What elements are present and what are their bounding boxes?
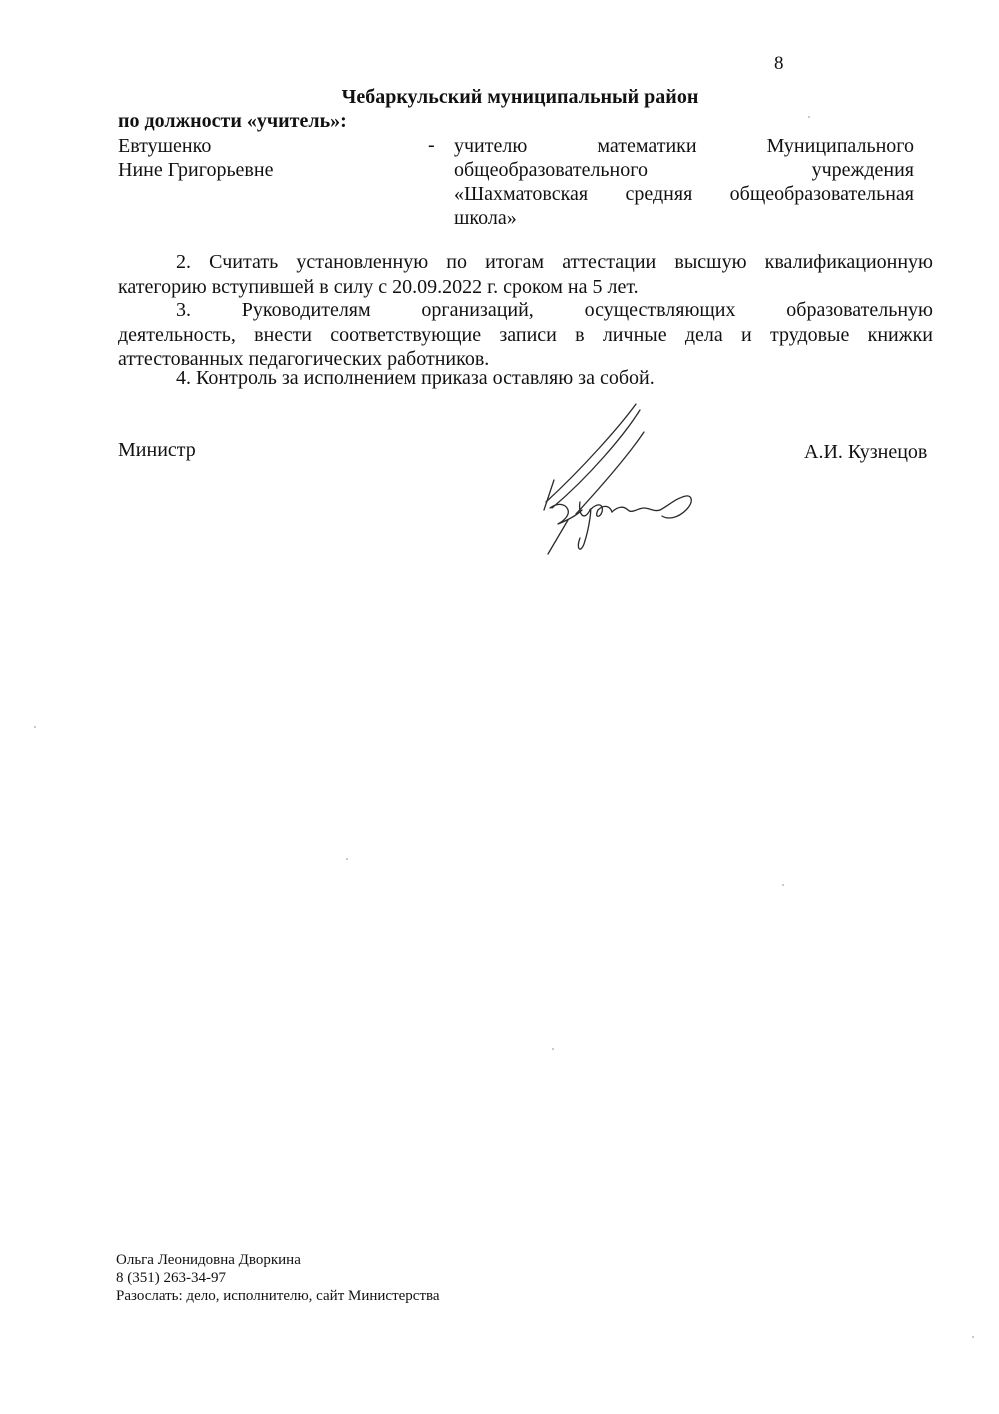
executor-name: Ольга Леонидовна Дворкина <box>116 1252 301 1268</box>
paragraph-line: 3. Руководителям организаций, осуществляющих образовательную <box>176 299 933 321</box>
paragraph-line: 4. Контроль за исполнением приказа оставляю за собой. <box>176 367 655 389</box>
person-surname: Евтушенко <box>118 135 212 157</box>
person-given-names: Нине Григорьевне <box>118 159 274 181</box>
assignment-text <box>454 134 914 230</box>
district-heading: Чебаркульский муниципальный район <box>341 86 699 108</box>
order-item-2 <box>118 250 933 299</box>
scan-speck <box>782 884 784 886</box>
signature-stroke <box>552 410 640 508</box>
signatory-role: Министр <box>118 439 196 461</box>
signature-stroke <box>548 520 568 554</box>
signature-stroke <box>590 505 612 516</box>
signature-stroke <box>576 432 644 514</box>
assignment-line: школа» <box>454 207 517 229</box>
page-number: 8 <box>774 53 784 74</box>
signature-stroke <box>546 404 636 502</box>
assignment-line: учителю математики Муниципального <box>454 135 914 157</box>
position-heading: по должности «учитель»: <box>118 110 347 132</box>
paragraph-line: деятельность, внести соответствующие записи в личные дела и трудовые книжки <box>118 323 933 346</box>
scan-speck <box>552 1048 554 1050</box>
assignment-line: общеобразовательного учреждения <box>454 159 914 181</box>
paragraph-line: аттестованных педагогических работников. <box>118 348 490 370</box>
order-item-4 <box>118 366 933 391</box>
scan-speck <box>34 726 36 728</box>
signature-stroke <box>550 504 582 524</box>
signatory-name: А.И. Кузнецов <box>804 441 928 463</box>
distribution-list: Разослать: дело, исполнителю, сайт Министерства <box>116 1288 440 1304</box>
signature-stroke <box>544 480 554 510</box>
assignment-line: «Шахматовская средняя общеобразовательная <box>454 183 914 205</box>
paragraph-line: 2. Считать установленную по итогам аттестации высшую квалификационную <box>176 251 933 273</box>
order-item-3 <box>118 298 933 372</box>
scan-speck <box>972 1336 974 1338</box>
signature-stroke <box>578 502 590 549</box>
scan-speck <box>808 116 810 118</box>
scan-speck <box>346 858 348 860</box>
handwritten-signature <box>528 398 698 558</box>
signature-stroke <box>660 496 691 518</box>
paragraph-line: категорию вступившей в силу с 20.09.2022 г. сроком на 5 лет. <box>118 275 639 298</box>
executor-phone: 8 (351) 263-34-97 <box>116 1270 226 1286</box>
list-dash: - <box>428 134 435 156</box>
signature-stroke <box>612 507 660 512</box>
